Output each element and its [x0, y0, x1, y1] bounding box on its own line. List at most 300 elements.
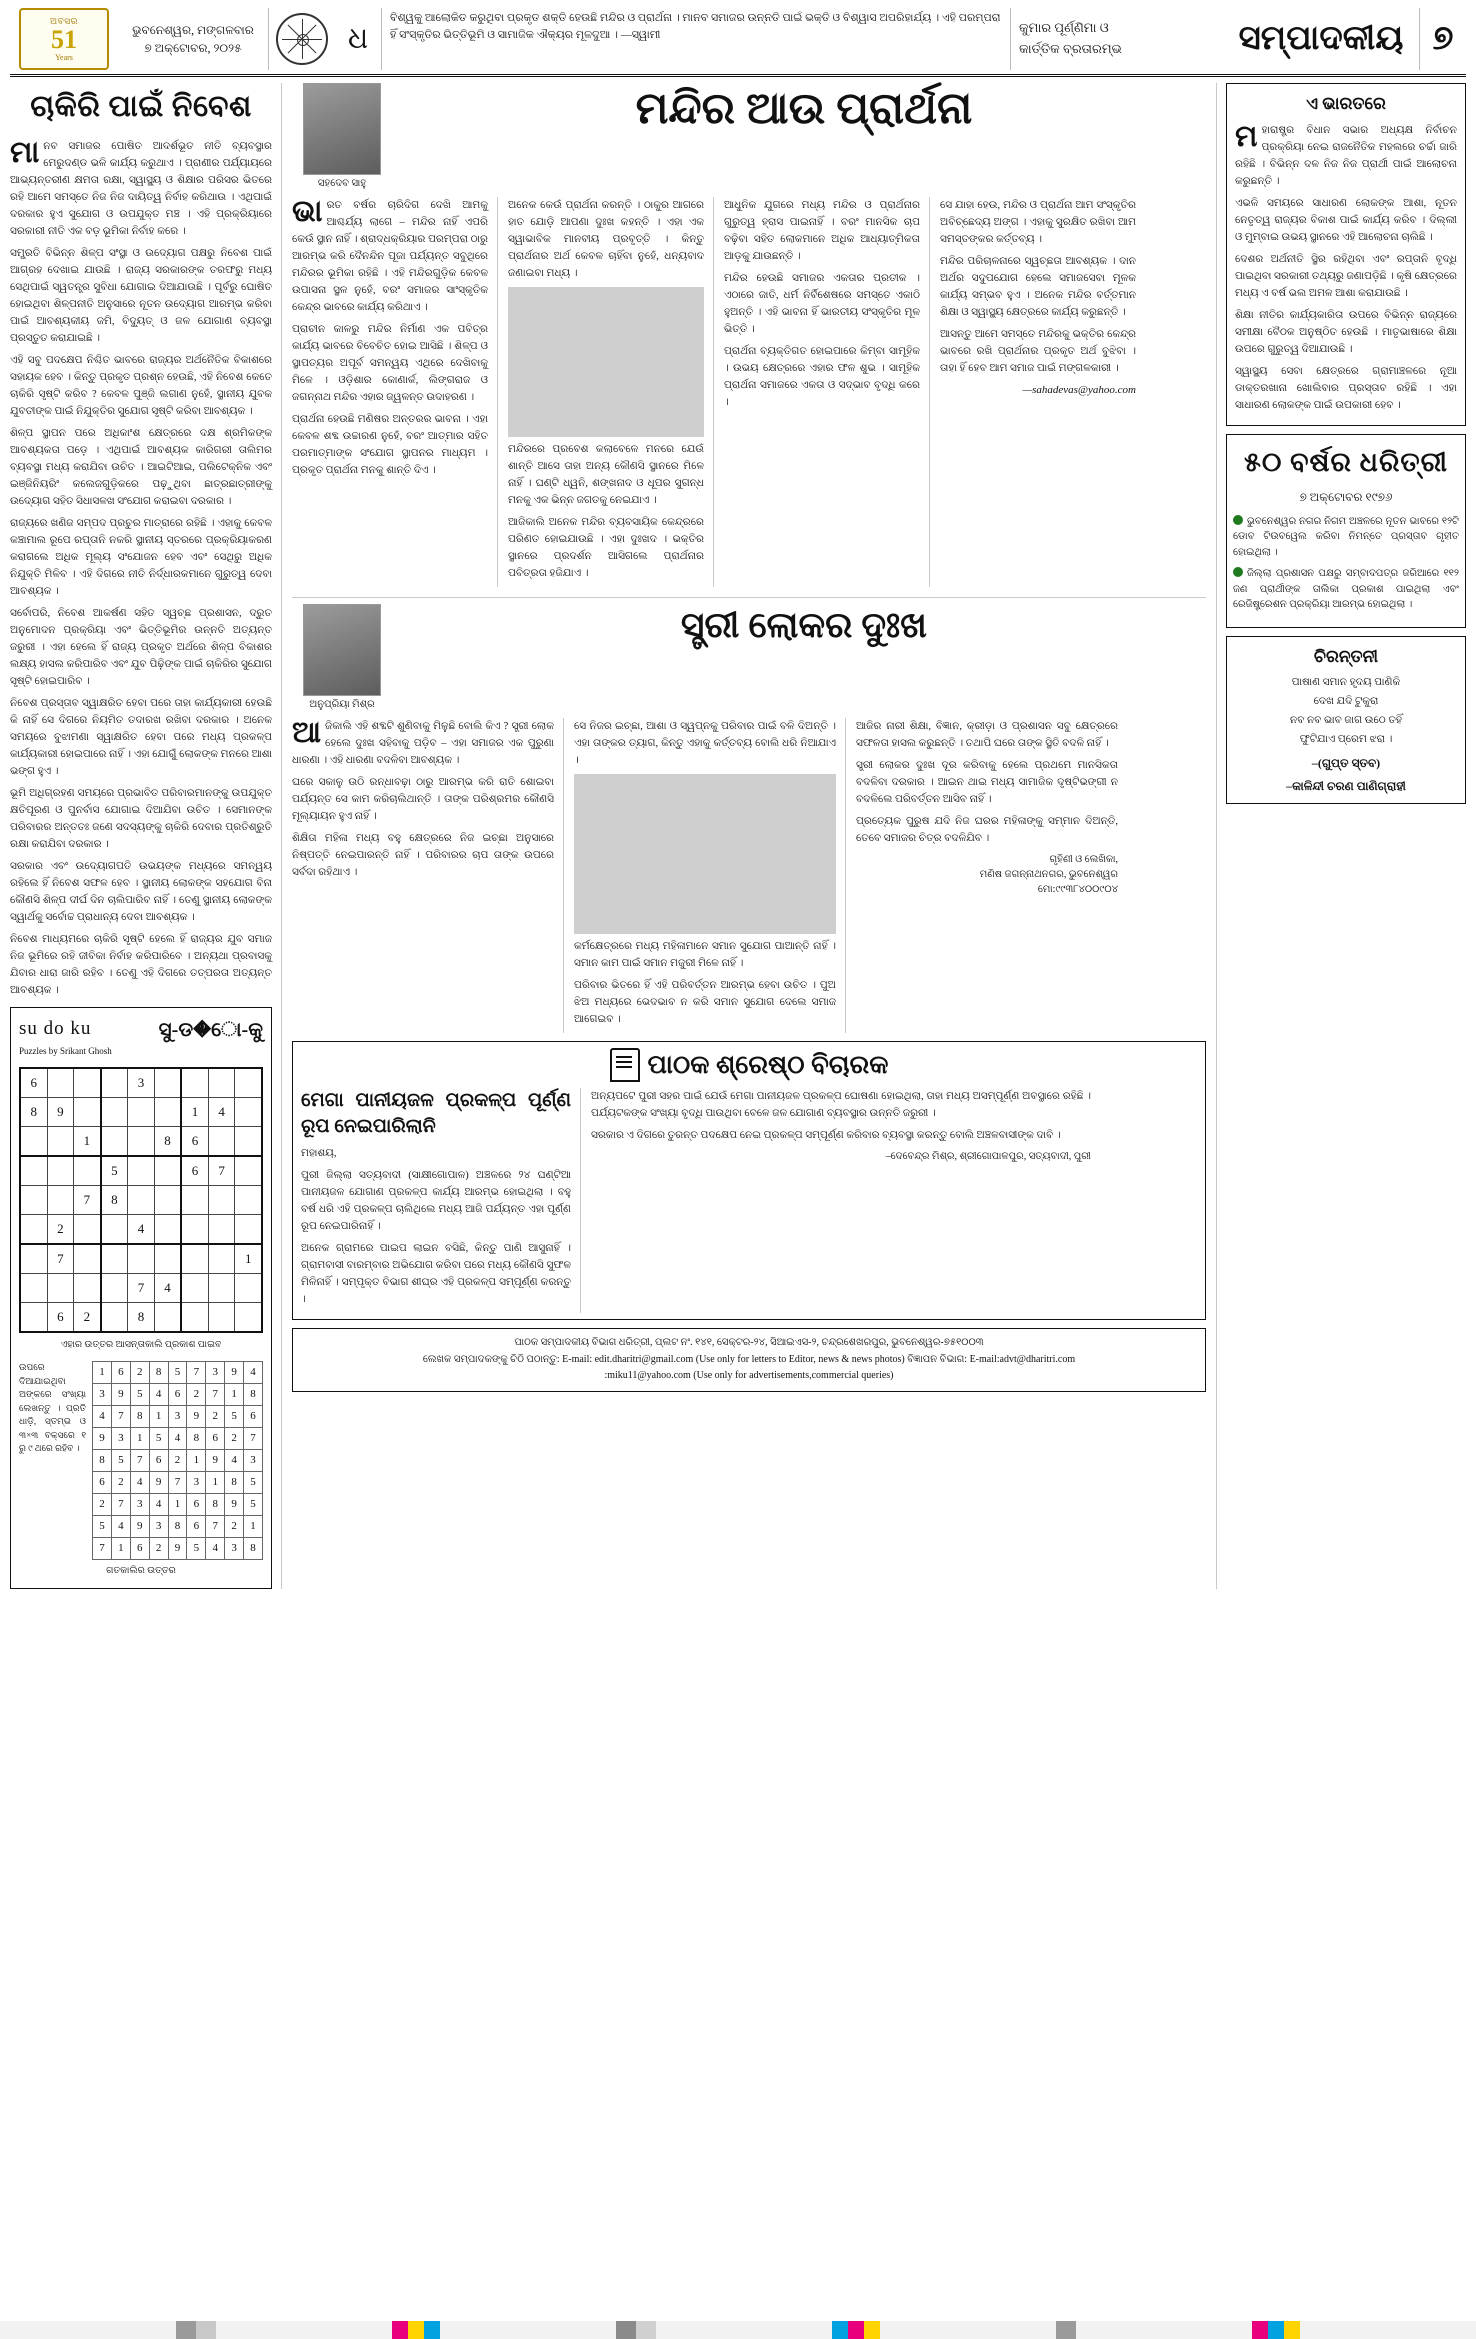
sudoku-cell[interactable] — [181, 1214, 208, 1244]
sudoku-puzzle — [10, 1007, 272, 1589]
sudoku-solution-cell: 8 — [168, 1516, 187, 1538]
sudoku-cell[interactable] — [154, 1156, 181, 1186]
women-para: ଆଜିକାଲି ଏହି ଶବ୍ଦଟି ଶୁଣିବାକୁ ମିଳୁଛି ବୋଲି କିଏ ? ସ୍ତ୍ରୀ ଲୋକ ହେଲେ ଦୁଃଖ ସହିବାକୁ ପଡ଼ିବ – ଏହା ସମାଜର ଏକ ପୁରୁଣା ଧାରଣା । ଏହି ଧାରଣା ବଦଳିବା ଆବଶ୍ୟକ । — [292, 716, 554, 766]
temple-col-1 — [292, 197, 498, 587]
sudoku-solution-cell: 4 — [168, 1428, 187, 1450]
women-para: ଘରେ ସକାଳୁ ଉଠି ରନ୍ଧାବଢ଼ା ଠାରୁ ଆରମ୍ଭ କରି ରାତି ଶୋଇବା ପର୍ଯ୍ୟନ୍ତ ସେ କାମ କରିଚାଲିଥାନ୍ତି । ତାଙ୍କ ପରିଶ୍ରମର କୌଣସି ମୂଲ୍ୟାୟନ ହୁଏ ନାହିଁ । — [292, 777, 554, 822]
sudoku-cell[interactable] — [20, 1273, 47, 1302]
sudoku-solution-cell: 7 — [111, 1406, 130, 1428]
poem-line: ଫୁଟିଯାଏ ପ୍ରେମ ଝରା । — [1299, 733, 1393, 745]
sudoku-cell[interactable] — [101, 1097, 128, 1126]
sudoku-solution-cell: 9 — [206, 1450, 225, 1472]
sudoku-solution-cell: 6 — [168, 1384, 187, 1406]
women-para: ପରିବାର ଭିତରେ ହିଁ ଏହି ପରିବର୍ତ୍ତନ ଆରମ୍ଭ ହେବା ଉଚିତ । ପୁଅ ଝିଅ ମଧ୍ୟରେ ଭେଦଭାବ ନ କରି ସମାନ ସୁଯୋଗ ଦେଲେ ସମାଜ ଆଗେଇବ । — [574, 980, 836, 1025]
temple-para: ପ୍ରାର୍ଥନା ବ୍ୟକ୍ତିଗତ ହୋଇପାରେ କିମ୍ବା ସାମୂହିକ । ଉଭୟ କ୍ଷେତ୍ରରେ ଏହାର ଫଳ ଶୁଭ । ସାମୂହିକ ପ୍ରାର୍ଥନା ସମାଜରେ ଏକତା ଓ ସଦ୍ଭାବ ବୃଦ୍ଧି କରେ । — [724, 346, 920, 408]
reader-para: ସରକାର ଏ ଦିଗରେ ତୁରନ୍ତ ପଦକ୍ଷେପ ନେଇ ପ୍ରକଳ୍ପ ସମ୍ପୂର୍ଣ୍ଣ କରିବାର ବ୍ୟବସ୍ଥା କରନ୍ତୁ ବୋଲି ଅଞ୍ଚଳବାସୀଙ୍କ ଦାବି । — [591, 1130, 1061, 1141]
sudoku-cell[interactable]: 7 — [208, 1156, 235, 1186]
women-col-2 — [574, 718, 846, 1033]
india-news-box — [1226, 83, 1466, 426]
editorial-para: ମାନବ ସମାଜର ପୋଷିତ ଆଦର୍ଶଭୂତ ନୀତି ବ୍ୟବସ୍ଥାର ମେରୁଦଣ୍ଡ ଭଳି କାର୍ଯ୍ୟ କରୁଥାଏ । ପ୍ରାଣୀର ପର୍ଯ୍ୟାୟରେ ଆଭ୍ୟନ୍ତରୀଣ କ୍ଷମତା ରକ୍ଷା, ସ୍ୱାସ୍ଥ୍ୟ ଓ ଶିକ୍ଷାର ପରିସର ଭିତରେ ରହି ଆମେ ସମସ୍ତେ ନିଜ ନିଜ ଦାୟିତ୍ୱ ନିର୍ବାହ କରିଥାଉ । ଏଥିପାଇଁ ଦରକାର ହୁଏ ସୁଯୋଗ ଓ ଉପଯୁକ୍ତ ମଞ୍ଚ । ଏହି ପ୍ରକ୍ରିୟାରେ ସରକାରୀ ନୀତି ଏକ ବଡ଼ ଭୂମିକା ନିର୍ବାହ କରେ । — [10, 135, 272, 237]
sudoku-solution-cell: 5 — [93, 1516, 112, 1538]
chirantani-box — [1226, 636, 1466, 804]
sudoku-solution-cell: 9 — [111, 1384, 130, 1406]
sudoku-credit: Puzzles by Srikant Ghosh — [19, 1046, 112, 1057]
footer-line-2[interactable]: ଲେଖକ ସମ୍ପାଦକଙ୍କୁ ଚିଠି ପଠାନ୍ତୁ: E-mail: edit.dharitri@gmail.com (Use only for letters to Editor, news & news photos) ବିଜ୍ଞାପନ ବିଭାଗ: E-mail:advt@dharitri.com — [422, 1353, 1076, 1365]
seal-number: 51 — [51, 25, 77, 54]
women-para: କର୍ମକ୍ଷେତ୍ରରେ ମଧ୍ୟ ମହିଳାମାନେ ସମାନ ସୁଯୋଗ ପାଆନ୍ତି ନାହିଁ । ସମାନ କାମ ପାଇଁ ସମାନ ମଜୁରୀ ମିଳେ ନାହିଁ । — [574, 941, 836, 969]
sudoku-row — [93, 1472, 263, 1494]
sudoku-solution-cell: 3 — [111, 1428, 130, 1450]
sudoku-solution-cell: 3 — [206, 1362, 225, 1384]
sudoku-cell[interactable] — [181, 1185, 208, 1214]
sudoku-instructions: ଉପରେ ଦିଆଯାଇଥିବା ଅଙ୍କରେ ସଂଖ୍ୟା ଲେଖନ୍ତୁ । ପ୍ରତି ଧାଡ଼ି, ସ୍ତମ୍ଭ ଓ ୩×୩ ବକ୍ସରେ ୧ ରୁ ୯ ଥରେ ରହିବ । — [19, 1362, 87, 1454]
sudoku-solution-cell: 6 — [93, 1472, 112, 1494]
sudoku-solution-cell: 1 — [206, 1472, 225, 1494]
sudoku-cell[interactable]: 3 — [128, 1068, 155, 1098]
sudoku-cell[interactable] — [208, 1302, 235, 1332]
women-headline: ସ୍ତ୍ରୀ ଲୋକର ଦୁଃଖ — [680, 605, 928, 645]
anniversary-seal — [10, 8, 118, 70]
sudoku-row — [93, 1362, 263, 1384]
women-para: ଆଜିର ନାରୀ ଶିକ୍ଷା, ବିଜ୍ଞାନ, କ୍ରୀଡ଼ା ଓ ପ୍ରଶାସନ ସବୁ କ୍ଷେତ୍ରରେ ସଫଳତା ହାସଲ କରୁଛନ୍ତି । ତଥାପି ଘରେ ତାଙ୍କ ସ୍ଥିତି ବଦଳି ନାହିଁ । — [856, 721, 1118, 749]
sudoku-solution-cell: 5 — [225, 1406, 244, 1428]
sudoku-cell[interactable] — [20, 1302, 47, 1332]
sudoku-cell[interactable] — [74, 1273, 101, 1302]
sudoku-cell[interactable] — [101, 1214, 128, 1244]
temple-para: ମନ୍ଦିରରେ ପ୍ରବେଶ କଲାବେଳେ ମନରେ ଯେଉଁ ଶାନ୍ତି ଆସେ ତାହା ଅନ୍ୟ କୌଣସି ସ୍ଥାନରେ ମିଳେ ନାହିଁ । ଘଣ୍ଟି ଧ୍ୱନି, ଶଙ୍ଖନାଦ ଓ ଧୂପର ସୁଗନ୍ଧ ମନକୁ ଏକ ଭିନ୍ନ ଜଗତକୁ ନେଇଯାଏ । — [508, 444, 704, 506]
sudoku-cell[interactable]: 6 — [20, 1068, 47, 1098]
sudoku-solution-cell: 9 — [149, 1472, 168, 1494]
sudoku-solution-cell: 9 — [225, 1494, 244, 1516]
sudoku-solution-cell: 5 — [130, 1384, 149, 1406]
sudoku-cell[interactable] — [74, 1068, 101, 1098]
anniversary-archive-box — [1226, 434, 1466, 628]
sudoku-cell[interactable]: 9 — [47, 1097, 74, 1126]
masthead-place: ଭୁବନେଶ୍ୱର, ମଙ୍ଗଳବାର — [132, 23, 254, 37]
sudoku-solution-cell: 3 — [187, 1472, 206, 1494]
sudoku-solution-cell: 4 — [130, 1472, 149, 1494]
sudoku-logo: su do ku — [19, 1017, 92, 1039]
sudoku-row — [93, 1516, 263, 1538]
poem-line: ପାଷାଣ ସମାନ ହୃଦୟ ପାଣିକି — [1291, 677, 1401, 689]
sudoku-row — [20, 1156, 262, 1186]
sudoku-solution-cell: 6 — [111, 1362, 130, 1384]
poem-author: –କାଳିନ୍ଦୀ ଚରଣ ପାଣିଗ୍ରାହୀ — [1286, 779, 1406, 794]
sudoku-cell[interactable] — [235, 1214, 262, 1244]
sudoku-solution-cell: 4 — [149, 1384, 168, 1406]
reader-para: ମହାଶୟ, — [301, 1148, 337, 1160]
sudoku-cell[interactable]: 7 — [47, 1244, 74, 1274]
sudoku-cell[interactable]: 8 — [20, 1097, 47, 1126]
sudoku-solution-cell: 9 — [168, 1538, 187, 1560]
seal-top-text: ଅବସର — [50, 16, 78, 26]
anniversary-date: ୭ ଅକ୍ଟୋବର ୧୯୭୬ — [1299, 490, 1393, 505]
sudoku-solution-cell: 6 — [206, 1428, 225, 1450]
sudoku-solution-cell: 1 — [111, 1538, 130, 1560]
sudoku-solution-cell: 5 — [168, 1362, 187, 1384]
masthead — [10, 8, 1466, 77]
temple-author-name: ସହଦେବ ସାହୁ — [317, 178, 367, 189]
sudoku-solution-cell: 5 — [111, 1450, 130, 1472]
sudoku-solution-cell: 6 — [149, 1450, 168, 1472]
sudoku-row — [93, 1384, 263, 1406]
sudoku-solution-cell: 3 — [225, 1538, 244, 1560]
sudoku-cell[interactable] — [101, 1273, 128, 1302]
sudoku-cell[interactable]: 4 — [208, 1097, 235, 1126]
side-note-line-2: କାର୍ତ୍ତିକ ବ୍ରତାରମ୍ଭ — [1019, 41, 1122, 56]
editorial-para: ନିବେଶ ପ୍ରସ୍ତାବ ସ୍ୱାକ୍ଷରିତ ହେବା ପରେ ତାହା କାର୍ଯ୍ୟକାରୀ ହେଉଛି କି ନାହିଁ ସେ ଦିଗରେ ନିୟମିତ ତଦାରଖ ରଖିବା ଦରକାର । ଅନେକ ସମୟରେ ବୁଝାମଣା ସ୍ୱାକ୍ଷରିତ ହେବା ପରେ ମଧ୍ୟ ପ୍ରକଳ୍ପ କାର୍ଯ୍ୟକାରୀ ହୋଇପାରେ ନାହିଁ । ଏହା ଯୋଗୁଁ ଲୋକଙ୍କ ମନରେ ଆଶା ଭଙ୍ଗ ହୁଏ । — [10, 697, 272, 777]
editorial-para: ଶିଳ୍ପ ସ୍ଥାପନ ପରେ ଅଧିକାଂଶ କ୍ଷେତ୍ରରେ ଦକ୍ଷ ଶ୍ରମିକଙ୍କ ଆବଶ୍ୟକତା ପଡ଼େ । ଏଥିପାଇଁ ଆବଶ୍ୟକ କାରିଗରୀ ତାଲିମର ବ୍ୟବସ୍ଥା ମଧ୍ୟ କରାଯିବା ଉଚିତ । ଆଇଟିଆଇ, ପଲିଟେକ୍ନିକ ଏବଂ ଇଞ୍ଜିନିୟରିଂ କଲେଜଗୁଡ଼ିକରେ ପଢ଼ୁଥିବା ଛାତ୍ରଛାତ୍ରୀଙ୍କୁ ଉଦ୍ୟୋଗ ସହିତ ସିଧାସଳଖ ସଂଯୋଗ କରାଇବା ଦରକାର । — [10, 427, 272, 507]
masthead-quote-author: —ସ୍ୱାମୀ — [620, 29, 661, 42]
sudoku-caption: ଏହାର ଉତ୍ତର ଆସନ୍ତାକାଲି ପ୍ରକାଶ ପାଇବ — [60, 1339, 222, 1350]
sudoku-cell[interactable] — [208, 1244, 235, 1274]
reader-col-2 — [591, 1088, 1091, 1313]
anniversary-item-text: ଜିଲ୍ଲା ପ୍ରଶାସନ ପକ୍ଷରୁ ସମ୍ବାଦପତ୍ର ଜରିଆରେ ୧୧୨ ଜଣ ପ୍ରାର୍ଥୀଙ୍କ ତାଲିକା ପ୍ରକାଶ ପାଇଥିଲା ଏବଂ ରେଜିଷ୍ଟ୍ରେଶନ ପ୍ରକ୍ରିୟା ଆରମ୍ଭ ହୋଇଥିଲା । — [1233, 568, 1459, 611]
sudoku-solution-cell: 2 — [130, 1362, 149, 1384]
sudoku-cell[interactable]: 6 — [47, 1302, 74, 1332]
editorial-para: ରାଜ୍ୟରେ ଖଣିଜ ସମ୍ପଦ ପ୍ରଚୁର ମାତ୍ରାରେ ରହିଛି । ଏହାକୁ କେବଳ କଞ୍ଚାମାଲ ରୂପେ ରପ୍ତାନି ନକରି ସ୍ଥାନୀୟ ସ୍ତରରେ ପ୍ରକ୍ରିୟାକରଣ କରାଗଲେ ଅଧିକ ମୂଲ୍ୟ ସଂଯୋଜନ ହେବ ଏବଂ ସେଥିରୁ ଅଧିକ ନିଯୁକ୍ତି ମିଳିବ । ଏହି ଦିଗରେ ନୀତି ନିର୍ଦ୍ଧାରକମାନେ ଗୁରୁତ୍ୱ ଦେବା ଆବଶ୍ୟକ । — [10, 517, 272, 597]
reader-letters-section — [292, 1041, 1206, 1320]
sudoku-solution-cell: 4 — [111, 1516, 130, 1538]
sudoku-grid[interactable] — [19, 1067, 263, 1333]
sudoku-row — [20, 1126, 262, 1156]
sudoku-row — [20, 1302, 262, 1332]
mailbox-icon — [610, 1048, 640, 1082]
sudoku-cell[interactable] — [101, 1302, 128, 1332]
sudoku-cell[interactable] — [128, 1126, 155, 1156]
temple-headline: ମନ୍ଦିର ଆଉ ପ୍ରାର୍ଥନା — [635, 84, 973, 133]
sudoku-cell[interactable] — [235, 1156, 262, 1186]
sudoku-solution-cell: 2 — [93, 1494, 112, 1516]
sudoku-cell[interactable] — [128, 1185, 155, 1214]
sudoku-cell[interactable]: 8 — [101, 1185, 128, 1214]
sudoku-cell[interactable] — [235, 1068, 262, 1098]
temple-article-columns — [292, 197, 1206, 587]
sudoku-cell[interactable]: 7 — [128, 1273, 155, 1302]
temple-col-4 — [940, 197, 1136, 587]
sudoku-solution-caption: ଗତକାଲିର ଉତ୍ତର — [106, 1566, 176, 1577]
sudoku-solution-cell: 2 — [168, 1450, 187, 1472]
reader-para: ଅନେକ ଗ୍ରାମରେ ପାଇପ ଲାଇନ ବସିଛି, କିନ୍ତୁ ପାଣି ଆସୁନାହିଁ । ଗ୍ରାମବାସୀ ବାରମ୍ବାର ଅଭିଯୋଗ କରିବା ପରେ ମଧ୍ୟ କୌଣସି ସୁଫଳ ମିଳିନାହିଁ । ସମ୍ପୃକ୍ତ ବିଭାଗ ଶୀଘ୍ର ଏହି ପ୍ରକଳ୍ପ ସମ୍ପୂର୍ଣ୍ଣ କରନ୍ତୁ । — [301, 1243, 571, 1306]
sudoku-cell[interactable] — [20, 1156, 47, 1186]
women-col-3 — [856, 718, 1118, 1033]
editorial-para: ସମ୍ପ୍ରତି ବିଭିନ୍ନ ଶିଳ୍ପ ସଂସ୍ଥା ଓ ଉଦ୍ୟୋଗ ପକ୍ଷରୁ ନିବେଶ ପାଇଁ ଆଗ୍ରହ ଦେଖାଇ ଯାଉଛି । ରାଜ୍ୟ ସରକାରଙ୍କ ତରଫରୁ ମଧ୍ୟ ସେଥିପାଇଁ ସ୍ୱତନ୍ତ୍ର ସୁବିଧା ଯୋଗାଇ ଦିଆଯାଉଛି । ପୂର୍ବରୁ ଘୋଷିତ ହୋଇଥିବା ଶିଳ୍ପନୀତି ଅନୁସାରେ ନୂତନ ଉଦ୍ୟୋଗ ଆରମ୍ଭ କରିବା ପାଇଁ ଆବଶ୍ୟକୀୟ ଜମି, ବିଦ୍ୟୁତ୍ ଓ ଜଳ ଯୋଗାଣ ବ୍ୟବସ୍ଥା ପ୍ରସ୍ତୁତ କରାଯାଇଛି । — [10, 247, 272, 344]
sudoku-row — [93, 1450, 263, 1472]
women-author-contact — [856, 852, 1118, 897]
anniversary-headline: ୫୦ ବର୍ଷର ଧରିତ୍ରୀ — [1243, 446, 1449, 477]
poem-line: ଦେଖ ଯଦି ଟୁକୁରା — [1313, 696, 1379, 708]
sudoku-solution-cell: 5 — [149, 1428, 168, 1450]
sudoku-cell[interactable] — [74, 1156, 101, 1186]
sudoku-solution-cell: 2 — [149, 1538, 168, 1560]
sudoku-solution-cell: 5 — [244, 1494, 263, 1516]
sudoku-solution-cell: 4 — [206, 1538, 225, 1560]
sudoku-cell[interactable] — [20, 1126, 47, 1156]
praying-hands-photo — [508, 287, 704, 437]
author-portrait — [303, 83, 381, 175]
editorial-para: ସର୍ବୋପରି, ନିବେଶ ଆକର୍ଷଣ ସହିତ ସ୍ୱଚ୍ଛ ପ୍ରଶାସନ, ଦ୍ରୁତ ଅନୁମୋଦନ ପ୍ରକ୍ରିୟା ଏବଂ ଭିତ୍ତିଭୂମିର ଉନ୍ନତି ଅତ୍ୟନ୍ତ ଜରୁରୀ । ଏହା ହେଲେ ହିଁ ରାଜ୍ୟ ପ୍ରକୃତ ଅର୍ଥରେ ଶିଳ୍ପ ବିକାଶର ଲକ୍ଷ୍ୟ ହାସଲ କରିପାରିବ ଏବଂ ଯୁବ ପିଢ଼ିଙ୍କ ପାଇଁ ଚାକିରିର ସୁଯୋଗ ସୃଷ୍ଟି ହୋଇପାରିବ । — [10, 607, 272, 687]
sudoku-row — [93, 1538, 263, 1560]
sudoku-solution-cell: 6 — [244, 1406, 263, 1428]
sudoku-cell[interactable]: 4 — [154, 1273, 181, 1302]
sudoku-cell[interactable] — [181, 1302, 208, 1332]
sudoku-solution-cell: 7 — [168, 1472, 187, 1494]
sudoku-solution-cell: 8 — [244, 1538, 263, 1560]
india-para: ଶିକ୍ଷା ନୀତିର କାର୍ଯ୍ୟକାରିତା ଉପରେ ବିଭିନ୍ନ ରାଜ୍ୟରେ ସମୀକ୍ଷା ବୈଠକ ଅନୁଷ୍ଠିତ ହେଉଛି । ମାତୃଭାଷାରେ ଶିକ୍ଷା ଉପରେ ଗୁରୁତ୍ୱ ଦିଆଯାଉଛି । — [1235, 309, 1457, 355]
sudoku-cell[interactable] — [181, 1068, 208, 1098]
sudoku-solution-cell: 3 — [244, 1450, 263, 1472]
print-registration-colorbar — [0, 2321, 1476, 2339]
temple-author-email[interactable]: —sahadevas@yahoo.com — [1022, 384, 1136, 396]
anniversary-item — [1233, 566, 1459, 613]
sudoku-solution-cell: 5 — [187, 1538, 206, 1560]
temple-author-photo-wrap — [292, 83, 392, 195]
sudoku-solution-cell: 8 — [206, 1494, 225, 1516]
sudoku-cell[interactable] — [181, 1244, 208, 1274]
sudoku-solution-cell: 1 — [149, 1406, 168, 1428]
masthead-side-note — [1011, 8, 1223, 70]
sudoku-cell[interactable] — [47, 1126, 74, 1156]
sudoku-cell[interactable]: 8 — [128, 1302, 155, 1332]
sudoku-cell[interactable] — [47, 1068, 74, 1098]
editorial-para: ନିବେଶ ମାଧ୍ୟମରେ ଚାକିରି ସୃଷ୍ଟି ହେଲେ ହିଁ ରାଜ୍ୟର ଯୁବ ସମାଜ ନିଜ ଭୂମିରେ ରହି ଜୀବିକା ନିର୍ବାହ କରିପାରିବେ । ଅନ୍ୟଥା ପ୍ରବାସକୁ ଯିବାର ଧାରା ଜାରି ରହିବ । ତେଣୁ ଏହି ଦିଗରେ ତତ୍ପରତା ଅତ୍ୟନ୍ତ ଆବଶ୍ୟକ । — [10, 933, 272, 996]
sudoku-cell[interactable] — [208, 1068, 235, 1098]
sudoku-cell[interactable] — [154, 1097, 181, 1126]
india-para: ସ୍ୱାସ୍ଥ୍ୟ ସେବା କ୍ଷେତ୍ରରେ ଗ୍ରାମାଞ୍ଚଳରେ ନୂଆ ଡାକ୍ତରଖାନା ଖୋଲିବାର ପ୍ରସ୍ତାବ ରହିଛି । ଏହା ସାଧାରଣ ଲୋକଙ୍କ ପାଇଁ ଉପକାରୀ ହେବ । — [1235, 365, 1457, 411]
sudoku-cell[interactable] — [20, 1185, 47, 1214]
contact-line: ଗୃହିଣୀ ଓ ଲେଖିକା, — [1049, 854, 1118, 865]
contact-line: ମଣିଷ ଜଗନ୍ନାଥନଗର, ଭୁବନେଶ୍ୱର — [979, 869, 1118, 880]
side-note-line-1: କୁମାର ପୂର୍ଣ୍ଣିମା ଓ — [1019, 20, 1109, 36]
poem-line: ନବ ନବ ଭାବ ଜାଗ ଉଠେ ତହିଁ — [1289, 715, 1403, 727]
sudoku-solution-cell: 3 — [93, 1384, 112, 1406]
sudoku-solution-cell: 3 — [149, 1516, 168, 1538]
india-para: ଏଭଳି ସମୟରେ ସାଧାରଣ ଲୋକଙ୍କ ଆଶା, ନୂତନ ନେତୃତ୍ୱ ରାଜ୍ୟର ବିକାଶ ପାଇଁ କାର୍ଯ୍ୟ କରିବ । ଦିଲ୍ଲୀ ଓ ମୁମ୍ବାଇ ଉଭୟ ସ୍ଥାନରେ ଏହି ଆଲୋଚନା ଚାଲିଛି । — [1235, 197, 1457, 243]
sudoku-solution-cell: 8 — [130, 1406, 149, 1428]
sudoku-solution-cell: 4 — [225, 1450, 244, 1472]
sudoku-solution-cell: 7 — [130, 1450, 149, 1472]
bullet-icon — [1233, 515, 1243, 525]
temple-para: ଆଧୁନିକ ଯୁଗରେ ମଧ୍ୟ ମନ୍ଦିର ଓ ପ୍ରାର୍ଥନାର ଗୁରୁତ୍ୱ ହ୍ରାସ ପାଇନାହିଁ । ବରଂ ମାନସିକ ଚାପ ବଢ଼ିବା ସହିତ ଲୋକମାନେ ଅଧିକ ଆଧ୍ୟାତ୍ମିକତା ଆଡ଼କୁ ଯାଉଛନ୍ତି । — [724, 200, 920, 262]
sudoku-solution-cell: 7 — [187, 1362, 206, 1384]
column-editorial — [10, 83, 282, 1589]
sudoku-cell[interactable] — [47, 1273, 74, 1302]
sudoku-cell[interactable]: 1 — [235, 1244, 262, 1274]
sudoku-cell[interactable] — [154, 1302, 181, 1332]
sudoku-cell[interactable] — [74, 1097, 101, 1126]
sudoku-solution-cell: 1 — [168, 1494, 187, 1516]
sudoku-row — [20, 1214, 262, 1244]
contact-line: ମୋ:୯୯୩୮୪୦୦୯୦୪ — [1037, 884, 1118, 895]
sudoku-solution-cell: 1 — [244, 1516, 263, 1538]
sudoku-cell[interactable]: 6 — [181, 1156, 208, 1186]
sudoku-solution-cell: 9 — [187, 1406, 206, 1428]
anniversary-item-text: ଭୁବନେଶ୍ୱର ନଗର ନିଗମ ଅଞ୍ଚଳରେ ନୂତନ ଭାବରେ ୧୨ଟି ଡୋବ ଟିଉବୱେଲ କରିବା ନିମନ୍ତେ ପ୍ରସ୍ତାବ ଗୃହୀତ ହୋଇଥିଲା । — [1233, 515, 1459, 558]
sudoku-cell[interactable] — [208, 1273, 235, 1302]
sudoku-solution-cell: 1 — [130, 1428, 149, 1450]
sudoku-cell[interactable] — [235, 1126, 262, 1156]
women-author-photo-wrap — [292, 604, 392, 716]
sudoku-solution-cell: 1 — [225, 1384, 244, 1406]
sudoku-cell[interactable] — [20, 1214, 47, 1244]
sudoku-row — [20, 1185, 262, 1214]
women-para: ସେ ନିଜର ଇଚ୍ଛା, ଆଶା ଓ ସ୍ୱପ୍ନକୁ ପରିବାର ପାଇଁ ବଳି ଦିଅନ୍ତି । ଏହା ତାଙ୍କର ତ୍ୟାଗ, କିନ୍ତୁ ଏହାକୁ କର୍ତ୍ତବ୍ୟ ବୋଲି ଧରି ନିଆଯାଏ । — [574, 721, 836, 766]
sudoku-row — [20, 1273, 262, 1302]
dharitri-emblem-icon: ଧ — [347, 22, 369, 55]
sudoku-solution-cell: 2 — [206, 1406, 225, 1428]
editorial-headline: ଚାକିରି ପାଇଁ ନିବେଶ — [30, 90, 252, 123]
sudoku-cell[interactable] — [128, 1097, 155, 1126]
sudoku-solution-cell: 6 — [187, 1494, 206, 1516]
right-rail — [1216, 83, 1466, 1589]
sudoku-cell[interactable] — [235, 1302, 262, 1332]
page-body — [10, 83, 1466, 1589]
sudoku-cell[interactable] — [208, 1185, 235, 1214]
sudoku-solution-cell: 1 — [187, 1450, 206, 1472]
reader-section-title: ପାଠକ ଶ୍ରେଷ୍ଠ ବିଚାରକ — [647, 1049, 889, 1079]
sudoku-cell[interactable]: 1 — [74, 1126, 101, 1156]
temple-para: ମନ୍ଦିର ପରିଚାଳନାରେ ସ୍ୱଚ୍ଛତା ଆବଶ୍ୟକ । ଦାନ ଅର୍ଥର ସଦୁପଯୋଗ ହେଲେ ସମାଜସେବା ମୂଳକ କାର୍ଯ୍ୟ ସମ୍ଭବ ହୁଏ । ଅନେକ ମନ୍ଦିର ବର୍ତ୍ତମାନ ଶିକ୍ଷା ଓ ସ୍ୱାସ୍ଥ୍ୟ କ୍ଷେତ୍ରରେ କାର୍ଯ୍ୟ କରୁଛନ୍ତି । — [940, 256, 1136, 318]
sudoku-cell[interactable]: 5 — [101, 1156, 128, 1186]
temple-col-3 — [724, 197, 930, 587]
temple-para: ମନ୍ଦିର ହେଉଛି ସମାଜର ଏକତାର ପ୍ରତୀକ । ଏଠାରେ ଜାତି, ଧର୍ମ ନିର୍ବିଶେଷରେ ସମସ୍ତେ ଏକାଠି ହୁଅନ୍ତି । ଏହି ଭାବନା ହିଁ ଭାରତୀୟ ସଂସ୍କୃତିର ମୂଳ ଭିତ୍ତି । — [724, 273, 920, 335]
contact-footer — [292, 1328, 1206, 1392]
sudoku-cell[interactable]: 7 — [74, 1185, 101, 1214]
sudoku-solution-cell: 7 — [111, 1494, 130, 1516]
sudoku-cell[interactable]: 4 — [128, 1214, 155, 1244]
sad-person-photo — [574, 774, 836, 934]
sudoku-solution-cell: 4 — [149, 1494, 168, 1516]
temple-para: ସେ ଯାହା ହେଉ, ମନ୍ଦିର ଓ ପ୍ରାର୍ଥନା ଆମ ସଂସ୍କୃତିର ଅବିଚ୍ଛେଦ୍ୟ ଅଙ୍ଗ । ଏହାକୁ ସୁରକ୍ଷିତ ରଖିବା ଆମ ସମସ୍ତଙ୍କର କର୍ତ୍ତବ୍ୟ । — [940, 200, 1136, 245]
center-section — [292, 83, 1206, 1589]
sudoku-cell[interactable] — [20, 1244, 47, 1274]
sudoku-solution-cell: 9 — [130, 1516, 149, 1538]
women-para: ଶିକ୍ଷିତା ମହିଳା ମଧ୍ୟ ବହୁ କ୍ଷେତ୍ରରେ ନିଜ ଇଚ୍ଛା ଅନୁସାରେ ନିଷ୍ପତ୍ତି ନେଇପାରନ୍ତି ନାହିଁ । ପରିବାରର ଚାପ ତାଙ୍କ ଉପରେ ସର୍ବଦା ରହିଥାଏ । — [292, 833, 554, 878]
temple-para: ପ୍ରାଚୀନ କାଳରୁ ମନ୍ଦିର ନିର୍ମାଣ ଏକ ପବିତ୍ର କାର୍ଯ୍ୟ ଭାବରେ ବିବେଚିତ ହୋଇ ଆସିଛି । ଶିଳ୍ପ ଓ ସ୍ଥାପତ୍ୟର ଅପୂର୍ବ ସମନ୍ୱୟ ଏଥିରେ ଦେଖିବାକୁ ମିଳେ । ଓଡ଼ିଶାର କୋଣାର୍କ, ଲିଙ୍ଗରାଜ ଓ ଜଗନ୍ନାଥ ମନ୍ଦିର ଏହାର ଜ୍ୱଳନ୍ତ ଉଦାହରଣ । — [292, 324, 488, 403]
sudoku-solution-cell: 3 — [130, 1494, 149, 1516]
sudoku-cell[interactable]: 6 — [181, 1126, 208, 1156]
sudoku-cell[interactable] — [235, 1273, 262, 1302]
sudoku-solution-cell: 8 — [93, 1450, 112, 1472]
sudoku-cell[interactable] — [47, 1156, 74, 1186]
women-para: ପ୍ରତ୍ୟେକ ପୁରୁଷ ଯଦି ନିଜ ଘରର ମହିଳାଙ୍କୁ ସମ୍ମାନ ଦିଅନ୍ତି, ତେବେ ସମାଜର ଚିତ୍ର ବଦଳିଯିବ । — [856, 816, 1118, 844]
chirantani-title: ଚିରନ୍ତନୀ — [1313, 646, 1379, 666]
sudoku-row — [93, 1428, 263, 1450]
page-number: ୭ — [1419, 8, 1466, 70]
sudoku-title-odia: ସୁ-ଡ�ୋ-କୁ — [158, 1018, 263, 1041]
sudoku-cell[interactable]: 2 — [47, 1214, 74, 1244]
sudoku-cell[interactable] — [235, 1185, 262, 1214]
sudoku-solution-cell: 2 — [225, 1516, 244, 1538]
sudoku-cell[interactable] — [101, 1126, 128, 1156]
india-box-title: ଏ ଭାରତରେ — [1306, 94, 1386, 113]
sudoku-row — [93, 1494, 263, 1516]
masthead-quote-text: ବିଶ୍ୱକୁ ଆଲୋକିତ କରୁଥିବା ପ୍ରକୃତ ଶକ୍ତି ହେଉଛି ମନ୍ଦିର ଓ ପ୍ରାର୍ଥନା । ମାନବ ସମାଜର ଉନ୍ନତି ପାଇଁ ଭକ୍ତି ଓ ବିଶ୍ୱାସ ଅପରିହାର୍ଯ୍ୟ । ଏହି ପରମ୍ପରା ହିଁ ସଂସ୍କୃତିର ଭିତ୍ତିଭୂମି ଓ ସାମାଜିକ ଐକ୍ୟର ମୂଳଦୁଆ । — [390, 12, 1001, 42]
sudoku-solution-cell: 9 — [225, 1362, 244, 1384]
sudoku-cell[interactable] — [74, 1244, 101, 1274]
sudoku-cell[interactable] — [235, 1097, 262, 1126]
poem-source: –(ଗୁପ୍ତ ସ୍ତବ) — [1311, 755, 1381, 770]
sudoku-solution-cell: 7 — [206, 1384, 225, 1406]
editorial-para: ଭୂମି ଅଧିଗ୍ରହଣ ସମୟରେ ପ୍ରଭାବିତ ପରିବାରମାନଙ୍କୁ ଉପଯୁକ୍ତ କ୍ଷତିପୂରଣ ଓ ପୁନର୍ବାସ ଯୋଗାଇ ଦିଆଯିବା ଉଚିତ । ସେମାନଙ୍କ ପରିବାରର ଅନ୍ତତଃ ଜଣେ ସଦସ୍ୟଙ୍କୁ ଚାକିରି ଦେବାର ପ୍ରତିଶ୍ରୁତି ରକ୍ଷା କରାଯିବା ଦରକାର । — [10, 787, 272, 850]
women-author-name: ଅନୁପ୍ରିୟା ମିଶ୍ର — [309, 699, 375, 710]
author-portrait — [303, 604, 381, 696]
women-para: ସ୍ତ୍ରୀ ଲୋକର ଦୁଃଖ ଦୂର କରିବାକୁ ହେଲେ ପ୍ରଥମେ ମାନସିକତା ବଦଳିବା ଦରକାର । ଆଇନ ଥାଇ ମଧ୍ୟ ସାମାଜିକ ଦୃଷ୍ଟିଭଙ୍ଗୀ ନ ବଦଳିଲେ ପରିବର୍ତ୍ତନ ଆସିବ ନାହିଁ । — [856, 760, 1118, 805]
sudoku-row — [20, 1068, 262, 1098]
sudoku-cell[interactable] — [101, 1244, 128, 1274]
page-title: ସମ୍ପାଦକୀୟ — [1238, 20, 1404, 57]
india-para: ଦେଶର ଅର୍ଥନୀତି ସ୍ଥିର ରହିଥିବା ଏବଂ ରପ୍ତାନି ବୃଦ୍ଧି ପାଇଥିବା ସରକାରୀ ତଥ୍ୟରୁ ଜଣାପଡ଼ିଛି । କୃଷି କ୍ଷେତ୍ରରେ ମଧ୍ୟ ଏ ବର୍ଷ ଭଲ ଅମଳ ଆଶା କରାଯାଉଛି । — [1235, 253, 1457, 299]
sudoku-cell[interactable] — [128, 1156, 155, 1186]
sudoku-cell[interactable] — [208, 1214, 235, 1244]
editorial-para: ଏହି ସବୁ ପଦକ୍ଷେପ ନିଶ୍ଚିତ ଭାବରେ ରାଜ୍ୟର ଅର୍ଥନୈତିକ ବିକାଶରେ ସହାୟକ ହେବ । କିନ୍ତୁ ପ୍ରକୃତ ପ୍ରଶ୍ନ ହେଉଛି, ଏହି ନିବେଶ କେତେ ଚାକିରି ସୃଷ୍ଟି କରିବ ? କେବଳ ପୁଞ୍ଜି ଲଗାଣ ନୁହେଁ, ସ୍ଥାନୀୟ ଯୁବକ ଯୁବତୀଙ୍କ ପାଇଁ ନିଯୁକ୍ତିର ସୁଯୋଗ ସୃଷ୍ଟି କରିବା ଆବଶ୍ୟକ । — [10, 354, 272, 417]
sudoku-solution-cell: 2 — [187, 1384, 206, 1406]
sudoku-solution-cell: 1 — [93, 1362, 112, 1384]
sudoku-cell[interactable] — [181, 1273, 208, 1302]
sudoku-cell[interactable]: 1 — [181, 1097, 208, 1126]
sudoku-solution-cell: 8 — [244, 1384, 263, 1406]
sudoku-solution-cell: 9 — [93, 1428, 112, 1450]
sudoku-solution-cell: 4 — [93, 1406, 112, 1428]
masthead-date: ୭ ଅକ୍ଟୋବର, ୨୦୨୫ — [144, 41, 242, 55]
sudoku-cell[interactable] — [154, 1185, 181, 1214]
konark-wheel-icon — [269, 8, 335, 70]
reader-col-1 — [301, 1088, 581, 1313]
sudoku-row — [93, 1406, 263, 1428]
sudoku-solution-cell: 7 — [244, 1428, 263, 1450]
women-article-columns — [292, 718, 1206, 1033]
sudoku-solution-cell: 6 — [130, 1538, 149, 1560]
footer-line-3[interactable]: :miku11@yahoo.com (Use only for advertisements,commercial queries) — [604, 1370, 894, 1382]
sudoku-cell[interactable] — [101, 1068, 128, 1098]
sudoku-solution-cell: 2 — [225, 1428, 244, 1450]
sudoku-solution-cell: 7 — [206, 1516, 225, 1538]
sudoku-row — [20, 1097, 262, 1126]
masthead-place-date — [118, 8, 269, 70]
sudoku-solution-cell: 8 — [225, 1472, 244, 1494]
sudoku-cell[interactable] — [128, 1244, 155, 1274]
india-para: ମହାରାଷ୍ଟ୍ର ବିଧାନ ସଭାର ଅଧ୍ୟକ୍ଷ ନିର୍ବାଚନ ପ୍ରକ୍ରିୟା ନେଇ ରାଜନୈତିକ ମହଲରେ ଚର୍ଚ୍ଚା ଜାରି ରହିଛି । ବିଭିନ୍ନ ଦଳ ନିଜ ନିଜ ପ୍ରାର୍ଥୀ ପାଇଁ ଆଲୋଚନା କରୁଛନ୍ତି । — [1235, 119, 1457, 187]
sudoku-solution-cell: 7 — [93, 1538, 112, 1560]
sudoku-solution-cell: 4 — [244, 1362, 263, 1384]
sudoku-cell[interactable] — [154, 1244, 181, 1274]
sudoku-solution-cell: 5 — [244, 1472, 263, 1494]
temple-para: ଭାରତ ବର୍ଷର ଚାରିଦିଗ ଦେଖି ଆମକୁ ଆଶ୍ଚର୍ଯ୍ୟ ଲାଗେ – ମନ୍ଦିର ନାହିଁ ଏପରି କେଉଁ ସ୍ଥାନ ନାହିଁ । ଶ୍ରାଦ୍ଧକ୍ରିୟାର ପରମ୍ପରା ଠାରୁ ଆରମ୍ଭ କରି ଦୈନନ୍ଦିନ ପୂଜା ପର୍ଯ୍ୟନ୍ତ ସବୁଥିରେ ମନ୍ଦିରର ଭୂମିକା ରହିଛି । ଏହି ମନ୍ଦିରଗୁଡ଼ିକ କେବଳ ଉପାସନା ସ୍ଥଳ ନୁହେଁ, ବରଂ ସମାଜର ସାଂସ୍କୃତିକ କେନ୍ଦ୍ର ଭାବରେ କାର୍ଯ୍ୟ କରିଥାଏ । — [292, 195, 488, 313]
temple-para: ଅନେକ କେଉଁ ପ୍ରାର୍ଥନା କରନ୍ତି । ଠାକୁର ଆଗରେ ହାତ ଯୋଡ଼ି ଆପଣା ଦୁଃଖ କହନ୍ତି । ଏହା ଏକ ସ୍ୱାଭାବିକ ମାନବୀୟ ପ୍ରବୃତ୍ତି । କିନ୍ତୁ ପ୍ରାର୍ଥନାର ଅର୍ଥ କେବଳ ଚାହିଁବା ନୁହେଁ, ଧନ୍ୟବାଦ ଜଣାଇବା ମଧ୍ୟ । — [508, 200, 704, 279]
sudoku-cell[interactable] — [47, 1185, 74, 1214]
sudoku-solution-cell: 2 — [111, 1472, 130, 1494]
bullet-icon — [1233, 567, 1243, 577]
sudoku-cell[interactable] — [74, 1214, 101, 1244]
sudoku-row — [20, 1244, 262, 1274]
sudoku-cell[interactable] — [154, 1068, 181, 1098]
sudoku-solution-cell: 8 — [187, 1428, 206, 1450]
temple-para: ଆସନ୍ତୁ ଆମେ ସମସ୍ତେ ମନ୍ଦିରକୁ ଭକ୍ତିର କେନ୍ଦ୍ର ଭାବରେ ରଖି ପ୍ରାର୍ଥନାର ପ୍ରକୃତ ଅର୍ଥ ବୁଝିବା । ତାହା ହିଁ ହେବ ଆମ ସମାଜ ପାଇଁ ମଙ୍ଗଳକାରୀ । — [940, 329, 1136, 374]
sudoku-cell[interactable] — [208, 1126, 235, 1156]
footer-line-1: ପାଠକ ସମ୍ପାଦକୀୟ ବିଭାଗ ଧରିତ୍ରୀ, ପ୍ଲଟ ନଂ. ୧୪୧, ସେକ୍ଟର-୨୪, ସିଆଇଏସ-୨, ଚନ୍ଦ୍ରଶେଖରପୁର, ଭୁବନେଶ୍ୱର-୭୫୧୦୦୩ — [514, 1337, 984, 1349]
reader-para: ଅନ୍ୟପଟେ ପୁରୀ ସହର ପାଇଁ ଯେଉଁ ମେଗା ପାନୀୟଜଳ ପ୍ରକଳ୍ପ ଘୋଷଣା ହୋଇଥିଲା, ତାହା ମଧ୍ୟ ଅସମ୍ପୂର୍ଣ୍ଣ ଅବସ୍ଥାରେ ରହିଛି । ପର୍ଯ୍ୟଟକଙ୍କ ସଂଖ୍ୟା ବୃଦ୍ଧି ପାଉଥିବା ବେଳେ ଜଳ ଯୋଗାଣ ବ୍ୟବସ୍ଥାର ଉନ୍ନତି ଜରୁରୀ । — [591, 1091, 1091, 1119]
sudoku-solution-cell: 3 — [168, 1406, 187, 1428]
sudoku-solution-grid — [92, 1361, 263, 1560]
reader-letter-signature: –ଦେବେନ୍ଦ୍ର ମିଶ୍ର, ଶ୍ରୀଗୋପାଳପୁର, ସତ୍ୟବାଦୀ, ପୁରୀ — [885, 1151, 1091, 1162]
temple-para: ପ୍ରାର୍ଥନା ହେଉଛି ମଣିଷର ଅନ୍ତରର ଭାବନା । ଏହା କେବଳ ଶବ୍ଦ ଉଚ୍ଚାରଣ ନୁହେଁ, ବରଂ ଆତ୍ମାର ସହିତ ପରମାତ୍ମାଙ୍କ ସଂଯୋଗ ସ୍ଥାପନର ମାଧ୍ୟମ । ପ୍ରକୃତ ପ୍ରାର୍ଥନା ମନକୁ ଶାନ୍ତି ଦିଏ । — [292, 414, 488, 476]
masthead-quote — [381, 8, 1011, 70]
sudoku-cell[interactable] — [154, 1214, 181, 1244]
sudoku-cell[interactable]: 2 — [74, 1302, 101, 1332]
reader-para: ପୁରୀ ଜିଲ୍ଲା ସତ୍ୟବାଦୀ (ସାକ୍ଷୀଗୋପାଳ) ଅଞ୍ଚଳରେ ୨୪ ଘଣ୍ଟିଆ ପାନୀୟଜଳ ଯୋଗାଣ ପ୍ରକଳ୍ପ କାର୍ଯ୍ୟ ଆରମ୍ଭ ହୋଇଥିଲା । ବହୁ ବର୍ଷ ଧରି ଏହି ପ୍ରକଳ୍ପ ଚାଲିଥିଲେ ମଧ୍ୟ ଆଜି ପର୍ଯ୍ୟନ୍ତ ଏହା ପୂର୍ଣ୍ଣ ରୂପ ନେଇପାରିନାହିଁ । — [301, 1170, 571, 1233]
anniversary-item — [1233, 514, 1459, 561]
sudoku-cell[interactable]: 8 — [154, 1126, 181, 1156]
